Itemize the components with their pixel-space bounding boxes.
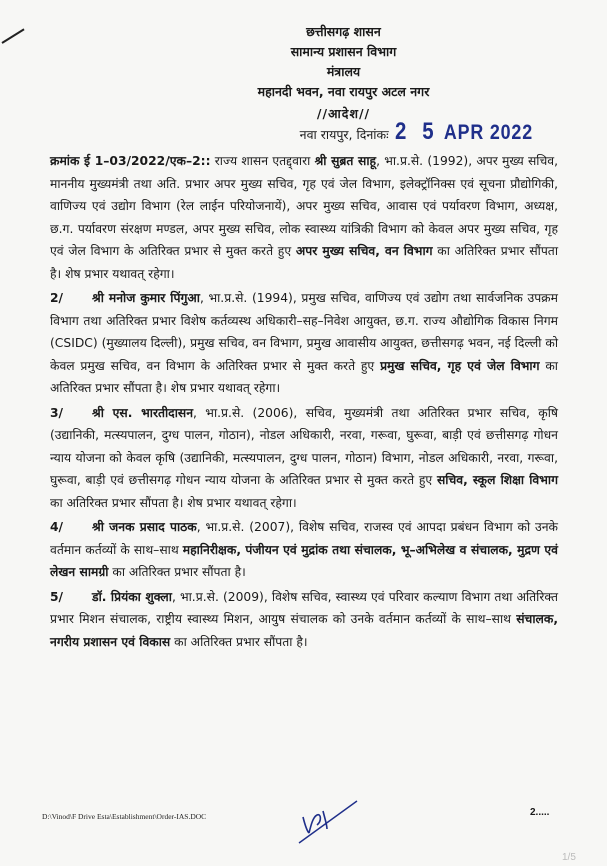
paragraph-text: का अतिरिक्त प्रभार सौंपता है।	[170, 634, 308, 649]
letterhead	[0, 22, 607, 124]
order-paragraph-4	[50, 516, 558, 584]
signature-icon	[295, 795, 365, 845]
page-counter: 1/5	[562, 852, 576, 863]
assignment: संचालक, नगरीय प्रशासन एवं विकास	[50, 612, 558, 649]
paragraph-text: , भा.प्र.से. (2009), विशेष सचिव, स्वास्थ्य एवं परिवार कल्याण विभाग तथा अतिरिक्त प्रभार मिशन संचालक, राष्ट्रीय स्वास्थ्य मिशन, आयुष संचालक को उनके वर्तमान कर्तव्यों के साथ–साथ	[50, 589, 558, 626]
paragraph-text: का अतिरिक्त प्रभार सौंपता है। शेष प्रभार यथावत् रहेगा।	[50, 358, 558, 395]
paragraph-number: 5/	[50, 589, 64, 604]
order-paragraph-1	[50, 150, 558, 285]
order-paragraph-5	[50, 586, 558, 654]
paragraph-text: राज्य शासन एतद्द्वारा	[210, 154, 315, 168]
date-stamp	[395, 118, 533, 146]
officer-name: डॉ. प्रियंका शुक्ला	[92, 589, 172, 604]
officer-name: श्री एस. भारतीदासन	[92, 405, 194, 420]
order-title: //आदेश//	[316, 106, 371, 121]
paragraph-text: का अतिरिक्त प्रभार सौंपता है। शेष प्रभार यथावत् रहेगा।	[50, 244, 559, 281]
officer-name: श्री मनोज कुमार पिंगुआ	[92, 291, 200, 305]
date-label: नवा रायपुर, दिनांकः	[299, 127, 389, 142]
order-body	[50, 150, 558, 655]
order-number: क्रमांक ई 1–03/2022/एक–2::	[50, 154, 211, 168]
paragraph-text: , भा.प्र.से. (1992), अपर मुख्य सचिव, माननीय मुख्यमंत्री तथा अति. प्रभार अपर मुख्य सचिव, गृह एवं जेल विभाग, इलेक्ट्रॉनिक्स एवं सूचना प्रौद्योगिकी, वाणिज्य एवं उद्योग विभाग (रेल लाईन परियोजनायें), अपर मुख्य सचिव, आवास एवं पर्यावरण विभाग, अध्यक्ष, छ.ग. पर्यावरण संरक्षण मण्डल, अपर मुख्य सचिव, लोक स्वास्थ्य यांत्रिकी विभाग को केवल अपर मुख्य सचिव, गृह एवं जेल विभाग के अतिरिक्त प्रभार से मुक्त करते हुए	[50, 154, 558, 258]
paragraph-number: 2/	[50, 291, 64, 305]
paragraph-text: का अतिरिक्त प्रभार सौंपता है। शेष प्रभार यथावत् रहेगा।	[50, 495, 297, 510]
officer-name: श्री जनक प्रसाद पाठक	[92, 520, 197, 534]
assignment: सचिव, स्कूल शिक्षा विभाग	[436, 473, 559, 487]
paragraph-text: , भा.प्र.से. (2006), सचिव, मुख्यमंत्री तथा अतिरिक्त प्रभार सचिव, कृषि (उद्यानिकी, मत्स्यपालन, दुग्ध पालन, गोठान), नोडल अधिकारी, नरवा, गरूवा, घुरूवा, बाड़ी एवं छत्तीसगढ़ गोधन न्याय योजना को केवल कृषि (उद्यानिकी, मत्स्यपालन, दुग्ध पालन, गोठान) विभाग, नोडल अधिकारी, नरवा, गरूवा, घुरूवा, बाड़ी एवं छत्तीसगढ़ गोधन न्याय योजना के अतिरिक्त प्रभार से मुक्त करते हुए	[50, 405, 558, 487]
assignment: अपर मुख्य सचिव, वन विभाग	[295, 244, 433, 258]
ministry-name: मंत्रालय	[326, 64, 361, 79]
order-paragraph-3	[50, 402, 558, 515]
file-path: D:\Vinod\F Drive Esta\Establishment\Order-IAS.DOC	[42, 812, 207, 821]
paragraph-number: 3/	[50, 405, 64, 420]
order-paragraph-2	[50, 287, 558, 400]
assignment: महानिरीक्षक, पंजीयन एवं मुद्रांक तथा संचालक, भू–अभिलेख व संचालक, मुद्रण एवं लेखन सामग्री	[50, 542, 559, 579]
officer-name: श्री सुब्रत साहू	[314, 154, 377, 168]
government-name: छत्तीसगढ़ शासन	[306, 24, 381, 39]
paragraph-number: 4/	[50, 520, 64, 534]
date-stamp-month-year: APR 2022	[443, 121, 533, 144]
continued-marker: 2.....	[530, 807, 550, 818]
paragraph-text: , भा.प्र.से. (2007), विशेष सचिव, राजस्व एवं आपदा प्रबंधन विभाग को उनके वर्तमान कर्तव्यों के साथ–साथ	[50, 520, 558, 557]
paragraph-text: , भा.प्र.से. (1994), प्रमुख सचिव, वाणिज्य एवं उद्योग तथा सार्वजनिक उपक्रम विभाग तथा अतिरिक्त प्रभार विशेष कर्तव्यस्थ अधिकारी–सह–निवेश आयुक्त, छ.ग. राज्य औद्योगिक विकास निगम (CSIDC) (मुख्यालय दिल्ली), प्रमुख सचिव, वन विभाग, प्रमुख आवासीय आयुक्त, छत्तीसगढ़ भवन, नई दिल्ली को केवल प्रमुख सचिव, वन विभाग के अतिरिक्त प्रभार से मुक्त करते हुए	[50, 291, 558, 373]
date-stamp-day: 2 5	[394, 118, 439, 145]
department-name: सामान्य प्रशासन विभाग	[290, 44, 397, 59]
address: महानदी भवन, नवा रायपुर अटल नगर	[257, 84, 430, 99]
assignment: प्रमुख सचिव, गृह एवं जेल विभाग	[380, 358, 540, 373]
dateline	[300, 118, 557, 146]
paragraph-text: का अतिरिक्त प्रभार सौंपता है।	[108, 565, 246, 579]
